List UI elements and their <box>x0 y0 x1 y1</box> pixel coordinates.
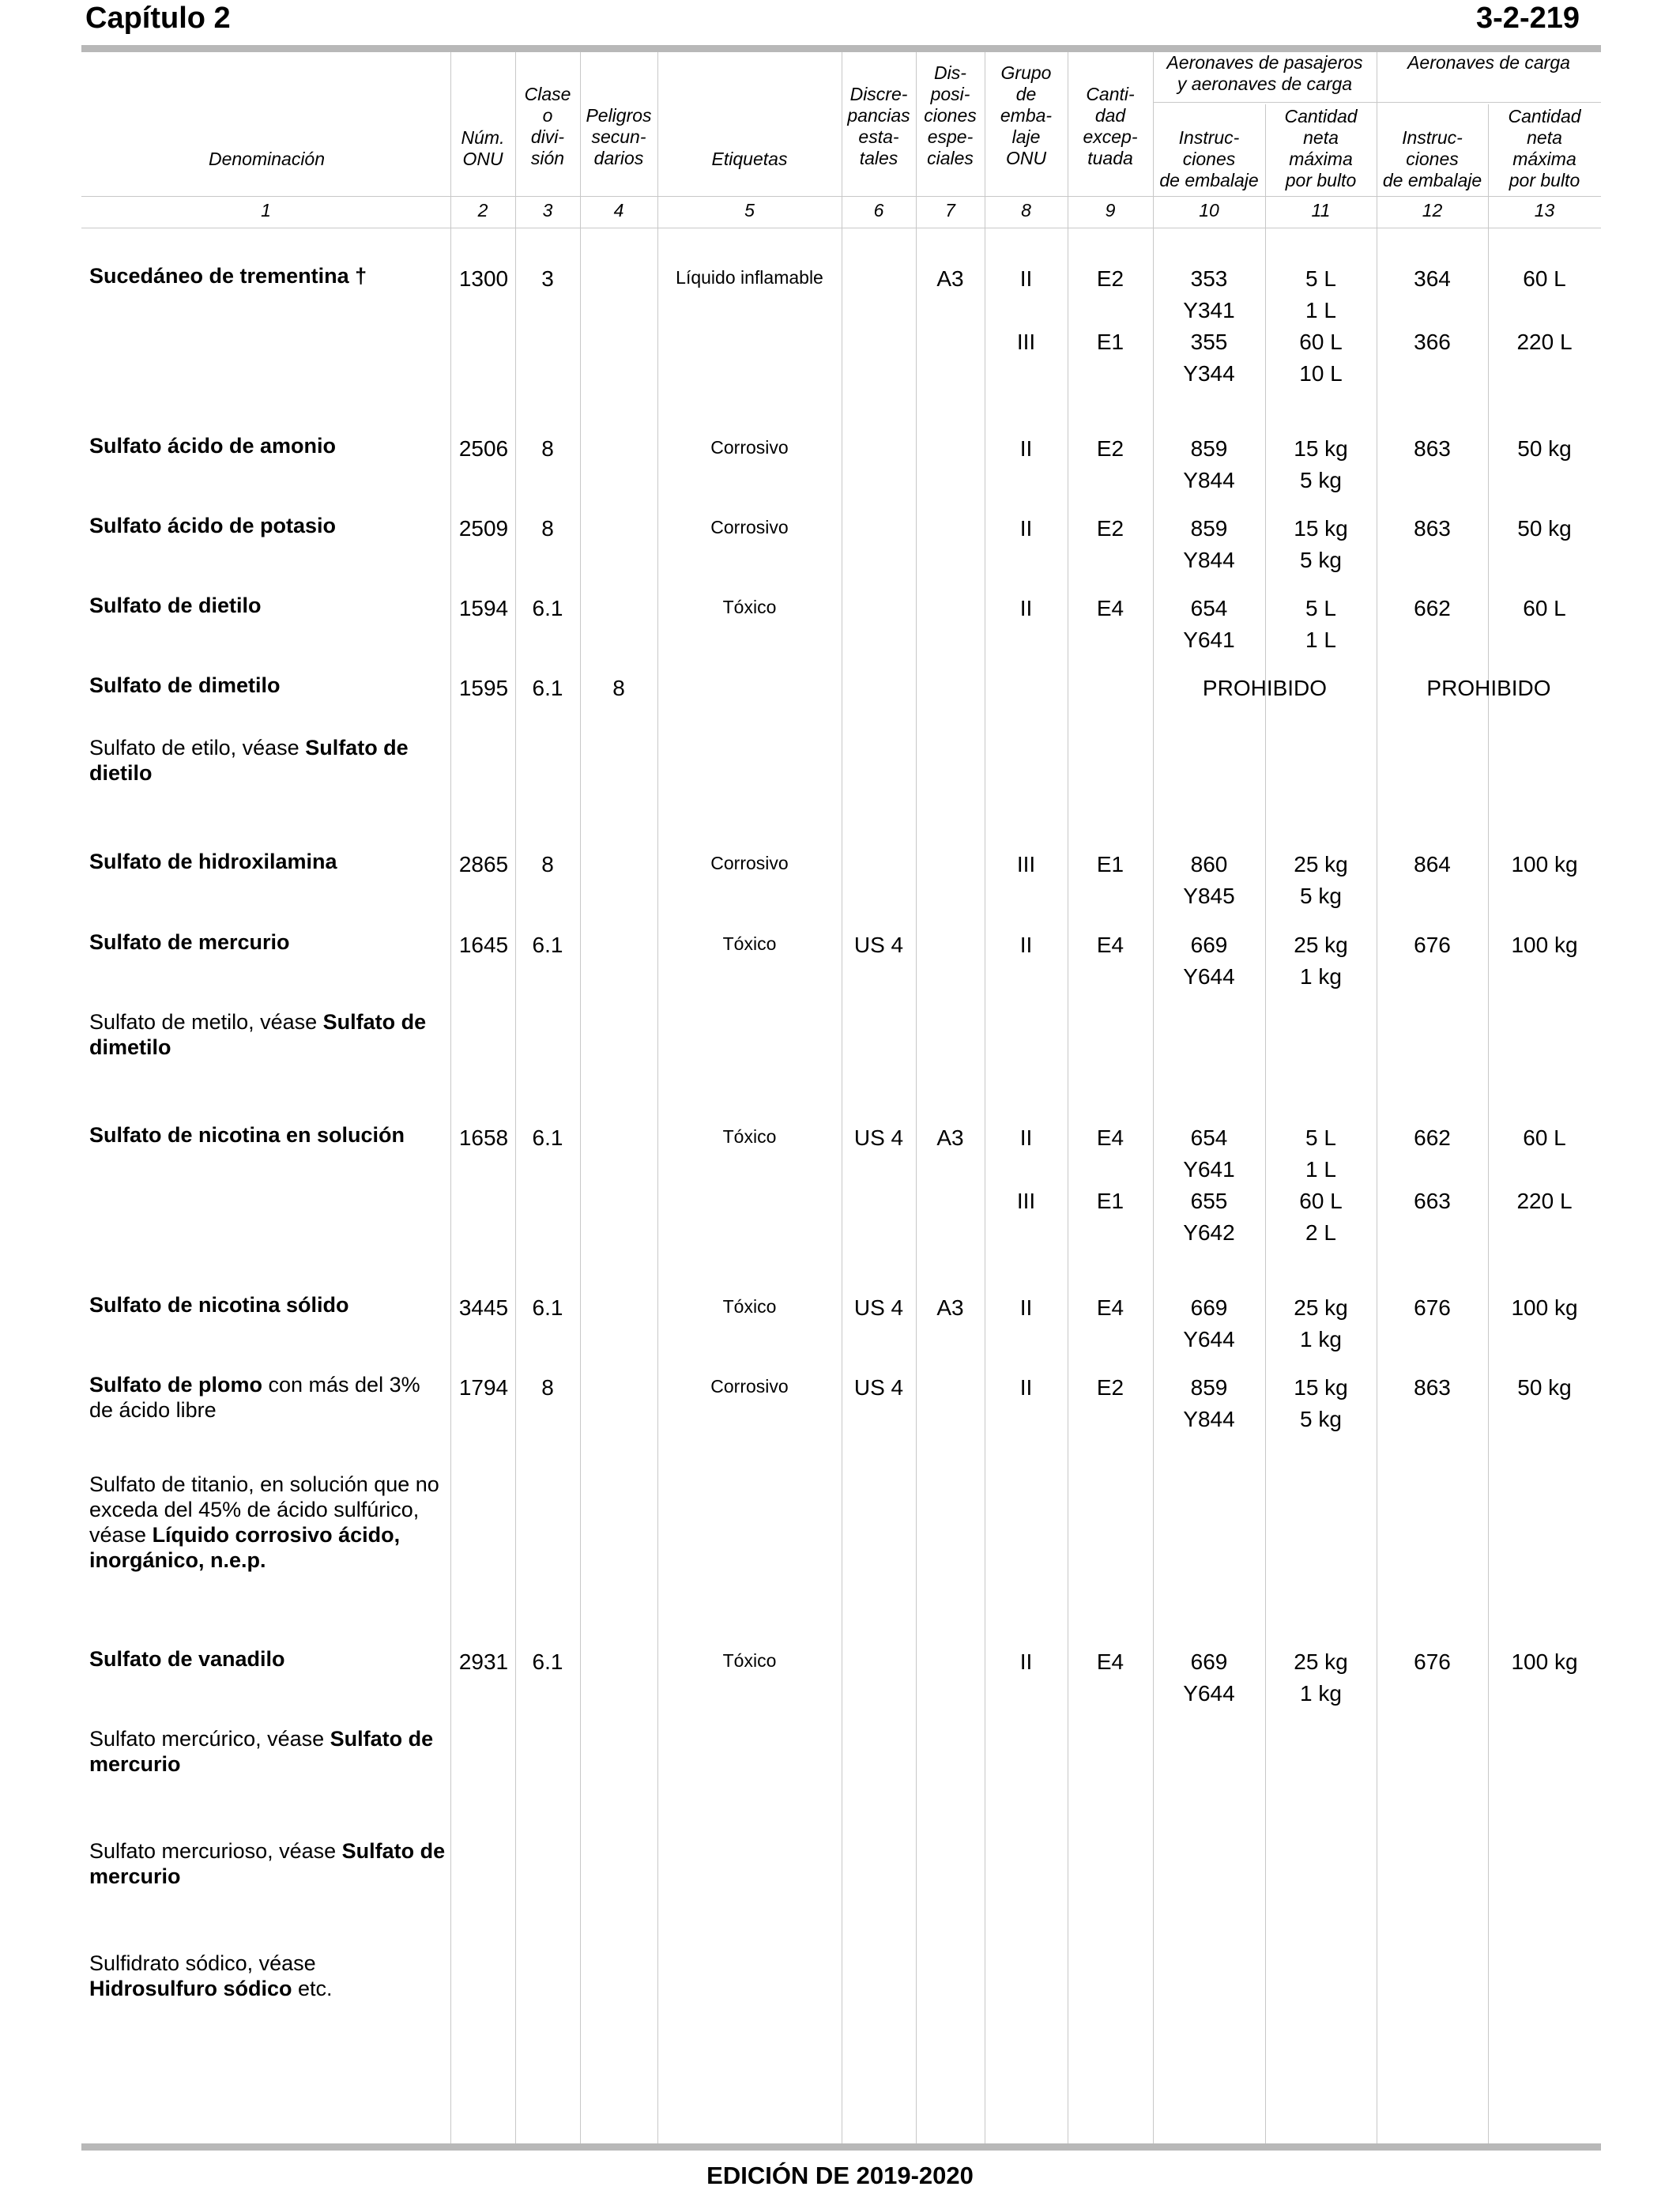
substance-name: Sulfato mercúrico, véase Sulfato de mercurio <box>89 1727 434 1776</box>
excepted-quantity: E2 <box>1096 436 1124 461</box>
substance-name: Sulfato mercurioso, véase Sulfato de mercurio <box>89 1839 446 1888</box>
max-quantity-cargo: 100 kg <box>1511 1649 1578 1674</box>
max-quantity-passenger: 5 kg <box>1300 468 1342 492</box>
substance-name: Sulfato de plomo con más del 3% de ácido libre <box>89 1373 420 1422</box>
packing-instruction-passenger: 654 <box>1190 596 1228 620</box>
header-discrepancias: Discre- pancias esta- tales <box>847 84 910 168</box>
packing-group: II <box>1019 1295 1033 1320</box>
substance-name-bold: Sucedáneo de trementina † <box>89 264 367 288</box>
class-division: 6.1 <box>532 933 563 957</box>
substance-name-bold: Sulfato ácido de amonio <box>89 434 337 458</box>
class-division: 8 <box>541 436 554 461</box>
max-quantity-cargo: 100 kg <box>1511 852 1578 876</box>
packing-instruction-cargo: 676 <box>1414 1295 1451 1320</box>
max-quantity-cargo: 50 kg <box>1517 1375 1572 1400</box>
header-num-onu: Núm. ONU <box>461 127 505 169</box>
max-quantity-passenger: 25 kg <box>1294 1295 1348 1320</box>
column-number: 7 <box>945 200 955 221</box>
max-quantity-passenger: 15 kg <box>1294 436 1348 461</box>
packing-instruction-cargo: 662 <box>1414 1125 1451 1150</box>
excepted-quantity: E4 <box>1096 1649 1124 1674</box>
hazard-label: Corrosivo <box>710 1376 789 1397</box>
top-rule <box>81 45 1601 52</box>
substance-name-bold: Sulfato de dietilo <box>89 736 409 785</box>
special-provision: A3 <box>936 1295 964 1320</box>
un-number: 1300 <box>458 266 509 291</box>
un-number: 1794 <box>458 1375 509 1400</box>
packing-instruction-cargo: 676 <box>1414 1649 1451 1674</box>
packing-group: III <box>1016 1189 1036 1213</box>
packing-instruction-passenger: Y344 <box>1183 361 1235 386</box>
prohibited-cargo: PROHIBIDO <box>1426 676 1551 700</box>
substance-name-bold: Hidrosulfuro sódico <box>89 1977 292 2000</box>
hazard-label: Tóxico <box>722 1650 777 1671</box>
substance-name: Sulfato de metilo, véase Sulfato de dimetilo <box>89 1010 427 1059</box>
packing-instruction-passenger: 669 <box>1190 1649 1228 1674</box>
packing-instruction-cargo: 662 <box>1414 596 1451 620</box>
un-number: 1595 <box>458 676 509 700</box>
max-quantity-passenger: 5 kg <box>1300 548 1342 572</box>
hazard-label: Tóxico <box>722 1126 777 1147</box>
hazard-label: Tóxico <box>722 597 777 617</box>
packing-instruction-passenger: 655 <box>1190 1189 1228 1213</box>
column-number: 3 <box>542 200 553 221</box>
packing-instruction-cargo: 663 <box>1414 1189 1451 1213</box>
class-division: 6.1 <box>532 1649 563 1674</box>
max-quantity-passenger: 5 L <box>1305 1125 1336 1150</box>
un-number: 1645 <box>458 933 509 957</box>
max-quantity-cargo: 220 L <box>1516 330 1573 354</box>
max-quantity-passenger: 5 kg <box>1300 884 1342 908</box>
max-quantity-cargo: 100 kg <box>1511 1295 1578 1320</box>
max-quantity-passenger: 25 kg <box>1294 933 1348 957</box>
max-quantity-cargo: 60 L <box>1523 596 1566 620</box>
packing-group: II <box>1019 933 1033 957</box>
header-clase: Clase o divi- sión <box>524 84 571 168</box>
edition-footer: EDICIÓN DE 2019-2020 <box>706 2162 974 2189</box>
page-number: 3-2-219 <box>1476 2 1580 35</box>
packing-instruction-passenger: Y644 <box>1183 1681 1235 1706</box>
packing-instruction-passenger: Y641 <box>1183 1157 1235 1182</box>
max-quantity-cargo: 220 L <box>1516 1189 1573 1213</box>
excepted-quantity: E2 <box>1096 266 1124 291</box>
column-number: 13 <box>1534 200 1555 221</box>
packing-instruction-passenger: 859 <box>1190 516 1228 541</box>
class-division: 6.1 <box>532 1125 563 1150</box>
hazard-label: Corrosivo <box>710 853 789 873</box>
packing-instruction-cargo: 676 <box>1414 933 1451 957</box>
max-quantity-cargo: 50 kg <box>1517 516 1572 541</box>
substance-name <box>89 849 446 874</box>
packing-instruction-passenger: Y844 <box>1183 468 1235 492</box>
max-quantity-cargo: 60 L <box>1523 266 1566 291</box>
max-quantity-passenger: 5 L <box>1305 596 1336 620</box>
un-number: 1594 <box>458 596 509 620</box>
substance-name <box>89 433 446 458</box>
max-quantity-passenger: 1 L <box>1305 298 1336 322</box>
excepted-quantity: E2 <box>1096 1375 1124 1400</box>
un-number: 1658 <box>458 1125 509 1150</box>
substance-name-bold: Sulfato de dietilo <box>89 594 262 617</box>
state-variation: US 4 <box>853 1295 904 1320</box>
substance-name: Sulfato de titanio, en solución que no exceda del 45% de ácido sulfúrico, véase Líquido corrosivo ácido, inorgánico, n.e.p. <box>89 1472 439 1572</box>
un-number: 2865 <box>458 852 509 876</box>
packing-instruction-cargo: 863 <box>1414 436 1451 461</box>
state-variation: US 4 <box>853 1375 904 1400</box>
packing-instruction-cargo: 366 <box>1414 330 1451 354</box>
secondary-hazard: 8 <box>612 676 625 700</box>
substance-name: Sulfidrato sódico, véase Hidrosulfuro sódico etc. <box>89 1951 333 2000</box>
substance-name <box>89 929 446 955</box>
state-variation: US 4 <box>853 933 904 957</box>
packing-instruction-cargo: 364 <box>1414 266 1451 291</box>
header-etiquetas: Etiquetas <box>711 149 788 169</box>
un-number: 2509 <box>458 516 509 541</box>
header-disposiciones: Dis- posi- ciones espe- ciales <box>924 62 977 168</box>
max-quantity-passenger: 1 kg <box>1300 1681 1342 1706</box>
substance-name <box>89 593 446 618</box>
substance-name <box>89 1122 446 1148</box>
packing-instruction-passenger: Y844 <box>1183 548 1235 572</box>
header-group-cargo: Aeronaves de carga <box>1407 52 1570 73</box>
substance-name <box>89 263 446 288</box>
excepted-quantity: E1 <box>1096 852 1124 876</box>
packing-group: II <box>1019 1649 1033 1674</box>
max-quantity-passenger: 15 kg <box>1294 516 1348 541</box>
column-number: 2 <box>477 200 488 221</box>
packing-instruction-cargo: 863 <box>1414 516 1451 541</box>
packing-instruction-passenger: 859 <box>1190 436 1228 461</box>
hazard-label: Corrosivo <box>710 437 789 458</box>
substance-name-bold: Sulfato de nicotina en solución <box>89 1123 405 1147</box>
column-number: 11 <box>1311 200 1331 221</box>
column-number: 9 <box>1105 200 1116 221</box>
un-number: 3445 <box>458 1295 509 1320</box>
excepted-quantity: E4 <box>1096 596 1124 620</box>
column-number: 6 <box>873 200 884 221</box>
hazard-label: Tóxico <box>722 1296 777 1317</box>
packing-instruction-passenger: 353 <box>1190 266 1228 291</box>
packing-instruction-passenger: 669 <box>1190 1295 1228 1320</box>
max-quantity-cargo: 50 kg <box>1517 436 1572 461</box>
un-number: 2506 <box>458 436 509 461</box>
substance-name-bold: Sulfato de mercurio <box>89 1839 446 1888</box>
max-quantity-passenger: 1 L <box>1305 628 1336 652</box>
max-quantity-passenger: 25 kg <box>1294 852 1348 876</box>
column-number: 1 <box>261 200 271 221</box>
max-quantity-passenger: 15 kg <box>1294 1375 1348 1400</box>
class-division: 3 <box>541 266 554 291</box>
substance-name-bold: Sulfato de dimetilo <box>89 1010 427 1059</box>
max-quantity-passenger: 1 L <box>1305 1157 1336 1182</box>
substance-name-bold: Sulfato de hidroxilamina <box>89 850 337 873</box>
packing-instruction-passenger: Y341 <box>1183 298 1235 322</box>
substance-name <box>89 673 446 698</box>
substance-name <box>89 1292 446 1318</box>
hazard-label: Tóxico <box>722 933 777 954</box>
special-provision: A3 <box>936 266 964 291</box>
packing-instruction-passenger: Y845 <box>1183 884 1235 908</box>
bottom-rule <box>81 2143 1601 2151</box>
class-division: 8 <box>541 1375 554 1400</box>
header-group-passenger: Aeronaves de pasajeros y aeronaves de carga <box>1166 52 1363 94</box>
header-instrucciones-pax: Instruc- ciones de embalaje <box>1159 127 1259 190</box>
substance-name <box>89 513 446 538</box>
packing-instruction-cargo: 863 <box>1414 1375 1451 1400</box>
column-number: 4 <box>613 200 624 221</box>
packing-instruction-passenger: Y642 <box>1183 1220 1235 1245</box>
state-variation: US 4 <box>853 1125 904 1150</box>
un-number: 2931 <box>458 1649 509 1674</box>
packing-instruction-cargo: 864 <box>1414 852 1451 876</box>
chapter-title: Capítulo 2 <box>85 2 231 35</box>
packing-instruction-passenger: 669 <box>1190 933 1228 957</box>
prohibited-passenger: PROHIBIDO <box>1202 676 1328 700</box>
header-instrucciones-cargo: Instruc- ciones de embalaje <box>1382 127 1482 190</box>
packing-instruction-passenger: 654 <box>1190 1125 1228 1150</box>
substance-name-bold: Sulfato de nicotina sólido <box>89 1293 349 1317</box>
column-number: 12 <box>1422 200 1443 221</box>
max-quantity-cargo: 60 L <box>1523 1125 1566 1150</box>
excepted-quantity: E4 <box>1096 1295 1124 1320</box>
packing-group: II <box>1019 266 1033 291</box>
class-division: 8 <box>541 852 554 876</box>
packing-instruction-passenger: 355 <box>1190 330 1228 354</box>
max-quantity-cargo: 100 kg <box>1511 933 1578 957</box>
column-number: 5 <box>744 200 755 221</box>
excepted-quantity: E4 <box>1096 933 1124 957</box>
header-peligros: Peligros secun- darios <box>586 105 652 168</box>
header-grupo-embalaje: Grupo de emba- laje ONU <box>1000 62 1053 168</box>
hazard-label: Corrosivo <box>710 517 789 537</box>
max-quantity-passenger: 60 L <box>1299 1189 1343 1213</box>
substance-name-bold: Sulfato ácido de potasio <box>89 514 337 537</box>
max-quantity-passenger: 25 kg <box>1294 1649 1348 1674</box>
max-quantity-passenger: 5 L <box>1305 266 1336 291</box>
substance-name-bold: Sulfato de mercurio <box>89 1727 434 1776</box>
max-quantity-passenger: 1 kg <box>1300 964 1342 989</box>
packing-group: II <box>1019 436 1033 461</box>
max-quantity-passenger: 5 kg <box>1300 1407 1342 1431</box>
packing-group: II <box>1019 516 1033 541</box>
header-cantidad-pax: Cantidad neta máxima por bulto <box>1284 106 1358 190</box>
class-division: 6.1 <box>532 596 563 620</box>
excepted-quantity: E4 <box>1096 1125 1124 1150</box>
substance-name-bold: Sulfato de vanadilo <box>89 1647 285 1671</box>
class-division: 6.1 <box>532 1295 563 1320</box>
excepted-quantity: E1 <box>1096 1189 1124 1213</box>
substance-name-bold: Sulfato de dimetilo <box>89 673 281 697</box>
special-provision: A3 <box>936 1125 964 1150</box>
max-quantity-passenger: 10 L <box>1299 361 1343 386</box>
max-quantity-passenger: 2 L <box>1305 1220 1336 1245</box>
class-division: 6.1 <box>532 676 563 700</box>
substance-name <box>89 1646 446 1672</box>
hazard-label: Líquido inflamable <box>676 267 823 288</box>
packing-group: III <box>1016 852 1036 876</box>
max-quantity-passenger: 60 L <box>1299 330 1343 354</box>
packing-instruction-passenger: Y644 <box>1183 964 1235 989</box>
substance-name: Sulfato de etilo, véase Sulfato de dietilo <box>89 736 409 785</box>
column-number: 8 <box>1021 200 1031 221</box>
packing-group: II <box>1019 1375 1033 1400</box>
column-number: 10 <box>1199 200 1219 221</box>
packing-instruction-passenger: 859 <box>1190 1375 1228 1400</box>
header-cantidad-exceptuada: Canti- dad excep- tuada <box>1083 84 1138 168</box>
packing-group: II <box>1019 596 1033 620</box>
substance-name-bold: Sulfato de plomo <box>89 1373 262 1397</box>
packing-group: II <box>1019 1125 1033 1150</box>
packing-instruction-passenger: Y844 <box>1183 1407 1235 1431</box>
substance-name-bold: Sulfato de mercurio <box>89 930 290 954</box>
max-quantity-passenger: 1 kg <box>1300 1327 1342 1351</box>
excepted-quantity: E2 <box>1096 516 1124 541</box>
packing-instruction-passenger: Y641 <box>1183 628 1235 652</box>
header-denominacion: Denominación <box>208 149 326 169</box>
packing-instruction-passenger: 860 <box>1190 852 1228 876</box>
substance-name-bold: Líquido corrosivo ácido, inorgánico, n.e.p. <box>89 1523 401 1572</box>
header-cantidad-cargo: Cantidad neta máxima por bulto <box>1508 106 1581 190</box>
packing-instruction-passenger: Y644 <box>1183 1327 1235 1351</box>
excepted-quantity: E1 <box>1096 330 1124 354</box>
class-division: 8 <box>541 516 554 541</box>
packing-group: III <box>1016 330 1036 354</box>
